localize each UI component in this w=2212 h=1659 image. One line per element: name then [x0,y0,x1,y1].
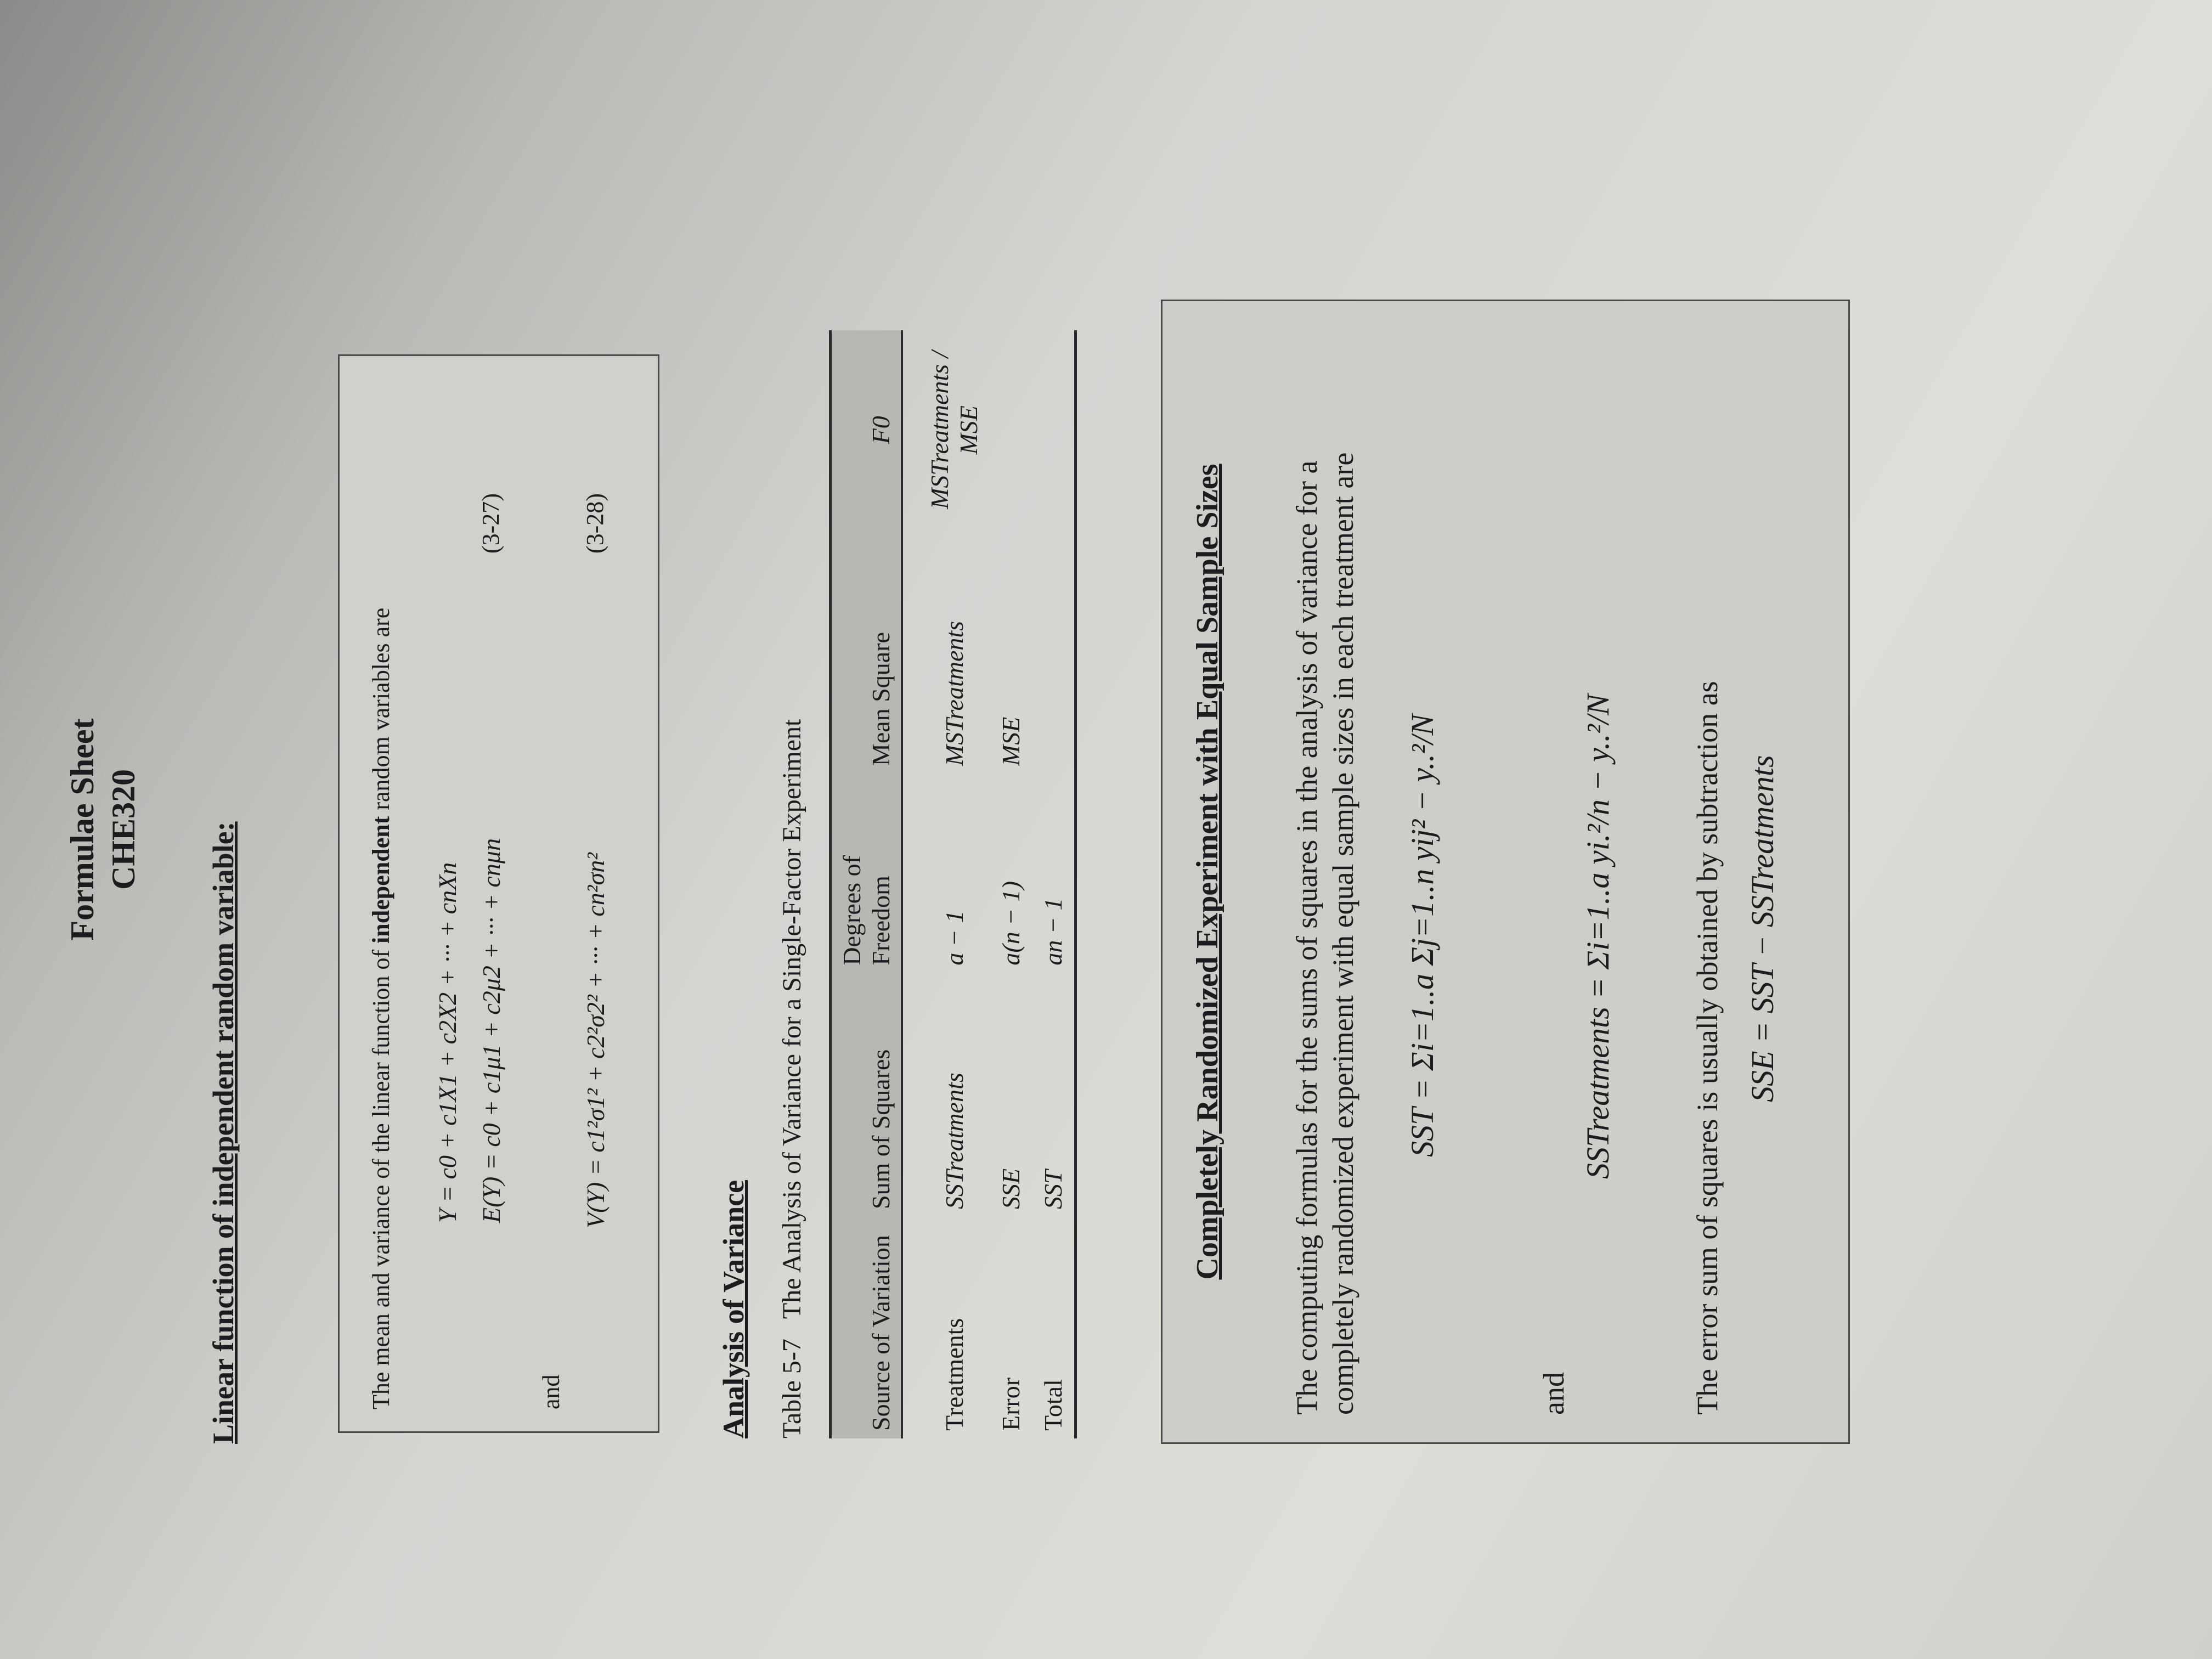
formula-sst: SST = Σi=1..a Σj=1..n yij² − y..²/N [1404,714,1440,1157]
anova-header-row [831,330,902,1438]
equation-number-3-27: (3-27) [477,493,504,554]
linear-function-box [338,354,659,1433]
and-label-2: and [1537,1372,1570,1415]
course-code: CHE320 [105,769,142,890]
table-row: Error SSE a(n − 1) MSE [997,716,1025,1431]
crd-heading: Completely Randomized Experiment with Equal Sample Sizes [1190,464,1224,1280]
table-row: Treatments SSTreatments a − 1 MSTreatments MSTreatments / MSE [926,351,983,1431]
page-title: Formulae Sheet [64,718,100,941]
crd-box [1161,300,1850,1444]
anova-table-block [777,330,1077,1438]
table-row: Total SST an − 1 [1032,330,1076,1438]
anova-table-caption: Table 5-7 The Analysis of Variance for a Single-Factor Experiment [777,719,806,1438]
anova-table [829,330,1077,1438]
error-sum-text: The error sum of squares is usually obtained by subtraction as [1691,681,1724,1415]
col-ms: Mean Square [831,530,902,774]
col-df: Degrees of Freedom [831,774,902,973]
equation-y: Y = c0 + c1X1 + c2X2 + ··· + cnXn [433,862,461,1223]
linear-intro: The mean and variance of the linear function of independent random variables are [368,607,394,1409]
col-source: Source of Variation [831,1217,902,1438]
and-label-1: and [538,1374,565,1409]
formula-sstreatments: SSTreatments = Σi=1..a yi.²/n − y..²/N [1580,694,1616,1179]
anova-heading: Analysis of Variance [717,1180,750,1438]
equation-ey: E(Y) = c0 + c1μ1 + c2μ2 + ··· + cnμn [477,838,505,1223]
formula-sheet-page [42,40,2170,1620]
crd-paragraph: The computing formulas for the sums of squares in the analysis of variance for a completely randomized experiment with equal sample sizes in each treatment are [1290,452,1359,1415]
equation-vy: V(Y) = c1²σ1² + c2²σ2² + ··· + cn²σn² [582,852,610,1228]
formula-sse: SSE = SST − SSTreatments [1745,755,1780,1102]
equation-number-3-28: (3-28) [582,493,608,554]
col-ss: Sum of Squares [831,973,902,1217]
linear-function-heading: Linear function of independent random variable: [207,821,240,1444]
col-f: F0 [831,330,902,530]
